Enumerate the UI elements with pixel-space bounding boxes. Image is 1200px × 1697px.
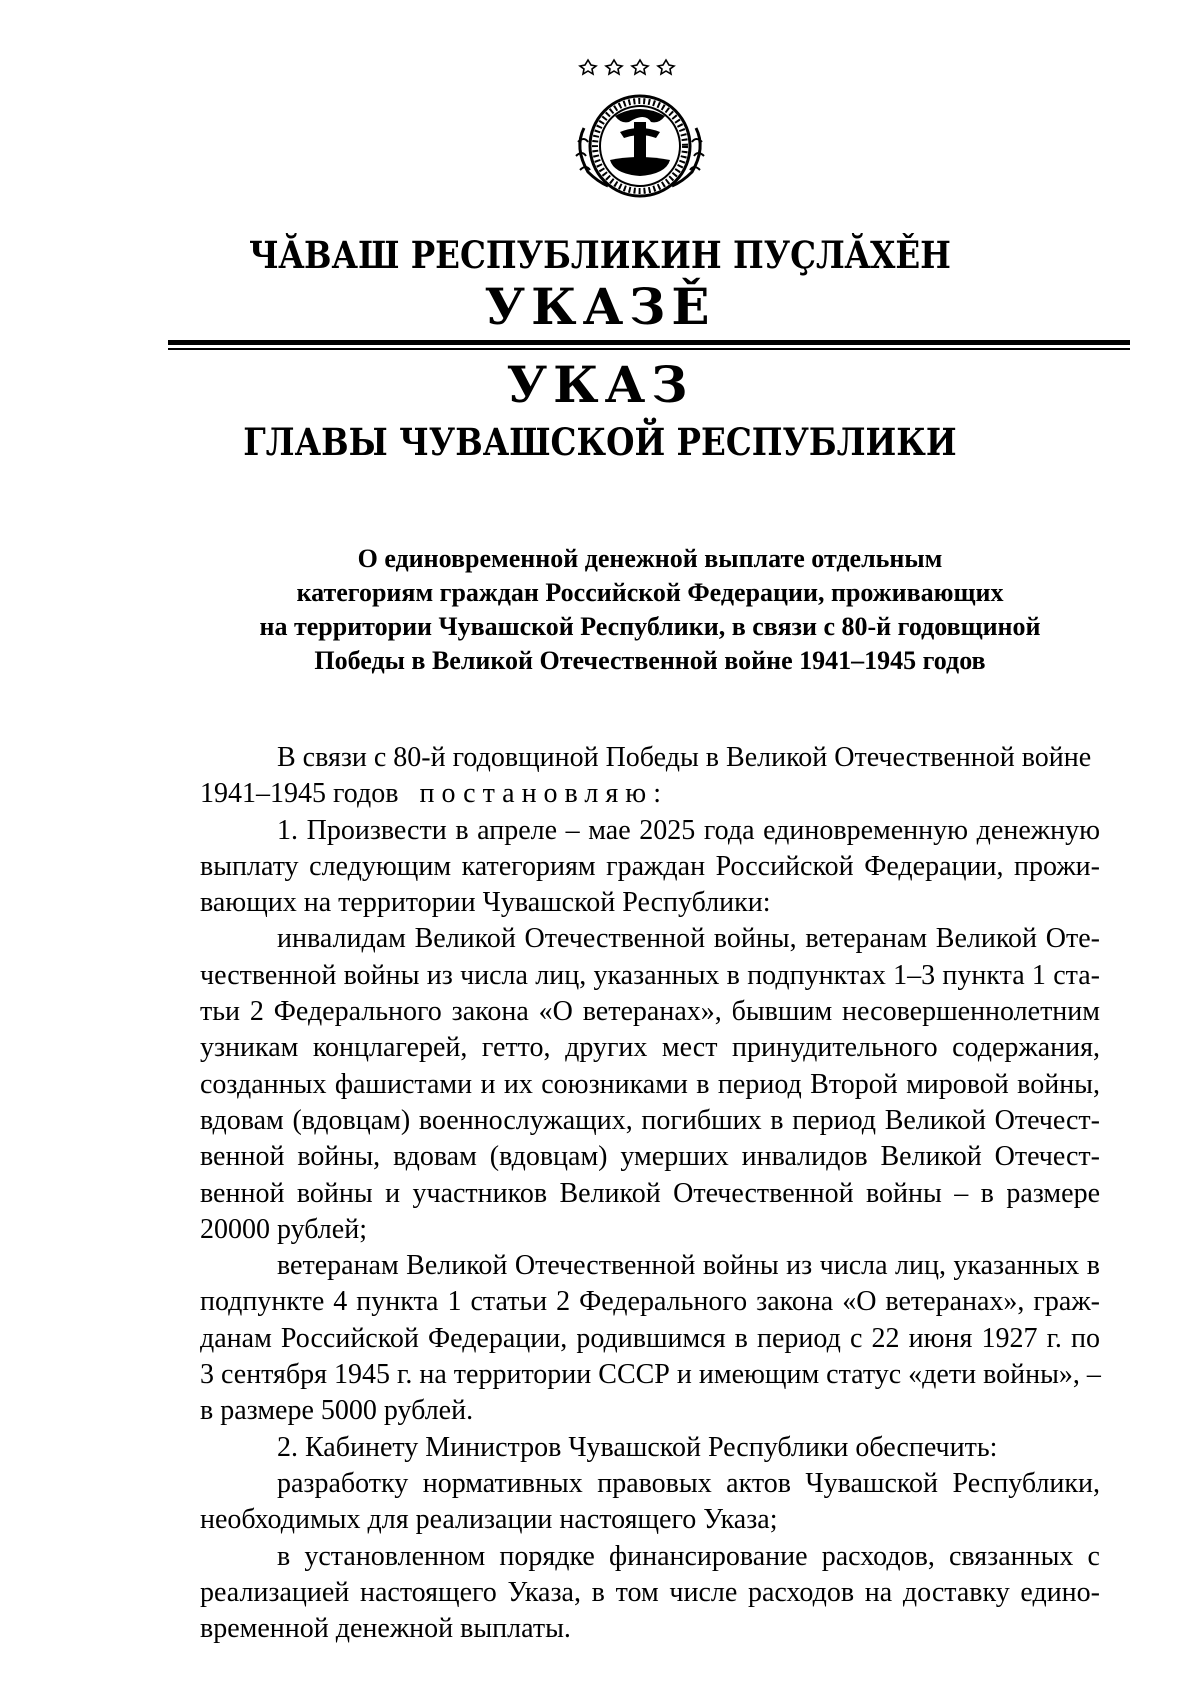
russian-ukaz-heading: УКАЗ — [506, 355, 694, 414]
paragraph-line: данам Российской Федерации, родившимся в период с 22 июня 1927 г. по — [200, 1322, 1100, 1354]
paragraph-line: инвалидам Великой Отечественной войны, ветеранам Великой Оте- — [277, 923, 1100, 955]
decree-subject — [200, 542, 1100, 678]
subject-line: Победы в Великой Отечественной войне 1941–1945 годов — [314, 646, 986, 675]
paragraph-line: тьи 2 Федерального закона «О ветеранах», бывшим несовершеннолетним — [200, 996, 1100, 1028]
paragraph-line: в размере 5000 рублей. — [200, 1395, 474, 1427]
resolve-word: постановляю — [419, 778, 654, 810]
paragraph-line: вдовам (вдовцам) военнослужащих, погибших в период Великой Отечест- — [200, 1104, 1100, 1136]
subject-line: на территории Чувашской Республики, в связи с 80-й годовщиной — [259, 612, 1041, 641]
paragraph-line: ветеранам Великой Отечественной войны из числа лиц, указанных в — [277, 1250, 1100, 1282]
chuvash-ukaze-heading: УКАЗĚ — [484, 277, 716, 336]
paragraph-line: узникам концлагерей, гетто, других мест принудительного содержания, — [200, 1032, 1100, 1064]
chuvash-title: ЧĂВАШ РЕСПУБЛИКИН ПУÇЛĂХĚН — [249, 233, 951, 277]
paragraph-line: в установленном порядке финансирование расходов, связанных с — [277, 1540, 1100, 1572]
paragraph-line: 3 сентября 1945 г. на территории СССР и имеющим статус «дети войны», – — [200, 1359, 1101, 1391]
paragraph-line: чественной войны из числа лиц, указанных в подпунктах 1–3 пункта 1 ста- — [200, 959, 1100, 991]
paragraph-line: 20000 рублей; — [200, 1213, 367, 1245]
paragraph-line: реализацией настоящего Указа, в том числе расходов на доставку едино- — [200, 1576, 1100, 1608]
header-divider-thick — [168, 340, 1130, 345]
chuvash-republic-emblem — [570, 58, 710, 210]
russian-title: ГЛАВЫ ЧУВАШСКОЙ РЕСПУБЛИКИ — [243, 420, 957, 464]
intro-colon: : — [653, 778, 661, 810]
paragraph-line: вающих на территории Чувашской Республики: — [200, 887, 771, 919]
intro-line: В связи с 80-й годовщиной Победы в Великой Отечественной войне — [277, 742, 1092, 773]
paragraph-line: 2. Кабинету Министров Чувашской Республики обеспечить: — [277, 1431, 998, 1463]
paragraph-line: венной войны, вдовам (вдовцам) умерших инвалидов Великой Отечест- — [200, 1141, 1100, 1173]
paragraph-line: венной войны и участников Великой Отечественной войны – в размере — [200, 1177, 1100, 1209]
subject-line: О единовременной денежной выплате отдельным — [357, 544, 943, 573]
paragraph-line: выплату следующим категориям граждан Российской Федерации, прожи- — [200, 850, 1100, 882]
paragraph-line: необходимых для реализации настоящего Указа; — [200, 1504, 778, 1536]
header-divider-thin — [168, 348, 1130, 350]
paragraph-line: разработку нормативных правовых актов Чувашской Республики, — [277, 1467, 1100, 1499]
intro-line — [200, 776, 1100, 812]
paragraph-line: подпункте 4 пункта 1 статьи 2 Федерального закона «О ветеранах», граж- — [200, 1286, 1100, 1318]
paragraph-line: 1. Произвести в апреле – мае 2025 года единовременную денежную — [277, 814, 1100, 846]
subject-line: категориям граждан Российской Федерации, проживающих — [296, 578, 1004, 607]
decree-body — [200, 740, 1100, 1647]
paragraph-line: временной денежной выплаты. — [200, 1613, 571, 1645]
paragraph-line: созданных фашистами и их союзниками в период Второй мировой войны, — [200, 1068, 1100, 1100]
intro-years: 1941–1945 годов — [200, 778, 399, 810]
